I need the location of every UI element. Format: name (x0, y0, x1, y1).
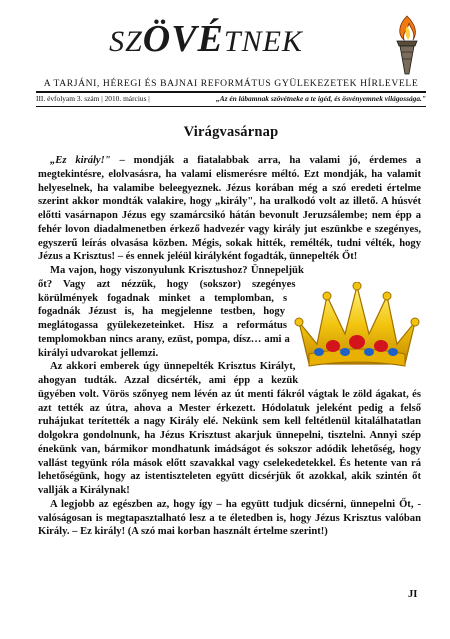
paragraph-4: A legjobb az egészben az, hogy így – ha együtt tudjuk dicsérni, ünnepelni Őt, - valóságosan is megtapasztalható lesz a te életedben is, hogy Jézus Krisztus valóban Király. – Ez király! (A szó mai korban használt értelme szerint!) (38, 498, 421, 538)
author-signature: JI (408, 589, 418, 600)
torch-icon (388, 14, 426, 76)
opening-quote: „Ez király!" (50, 155, 111, 166)
article-body (38, 154, 421, 539)
paragraph-2: Ma vajon, hogy viszonyulunk Krisztushoz? Ünnepeljük őt? Vagy azt nézzük, hogy (sokszor) szegényes körülmények fogadnak minket a templomban, s fogadnák Jézust is, ha megjelenne testben, hogy meglátogassa gyülekezeteinket. Hisz a református templomokban nincs arany, ezüst, pompa, dísz… ami a királyi udvarokat jellemzi. (38, 265, 304, 359)
header-rule-thin (36, 106, 426, 107)
logo-part-2: ÖVÉ (142, 18, 224, 60)
issue-number: III. évfolyam 3. szám | 2010. március | (36, 94, 150, 103)
masthead (36, 14, 426, 76)
paragraph-1-text: – mondják a fiatalabbak arra, ha valami jó, érdemes a megtekintésre, elolvasásra, ha valami elismerésre méltó. Ezt mondják, ha valamit helyeselnek, ha valamibe beleegyeznek. Jézus korában még a szó eredeti értelme szerint akkor mondták valakire, hogy „király", ha uralkodó volt az illető. A húsvét előtti vasárnapon Jézus egy szamárcsikó hátán bevonult Jeruzsálembe; nem épp a fehér lovon diadalmenetben érkező hadvezér vagy király jut eszünkbe e szegényes, egyszerű leírás olvasása közben. Mégis, sokak hitték, remélték, tudni vélték, hogy Jézus a Krisztus! – és ennek jeléül királyként fogadták, ünnepelték Őt! (38, 155, 422, 263)
logo-part-1: SZ (109, 25, 143, 58)
header-rule (36, 91, 426, 93)
issue-info-row (36, 94, 426, 105)
newsletter-tagline: A TARJÁNI, HÉREGI ÉS BAJNAI REFORMÁTUS GYÜLEKEZETEK HÍRLEVELE (43, 78, 419, 89)
paragraph-1 (38, 154, 421, 264)
article-title: Virágvasárnap (183, 124, 279, 140)
logo-part-3: TNEK (223, 25, 303, 58)
crown-icon (293, 282, 421, 374)
motto-quote: „Az én lábamnak szövétneke a te igéd, és ösvényemnek világossága." (216, 94, 426, 103)
newsletter-logo (36, 20, 376, 58)
paragraph-3: Az akkori emberek úgy ünnepelték Krisztus Királyt, ahogyan tudták. Azzal dicsérték, ami épp a kezük ügyében volt. Vörös szőnyeg nem lévén az út menti fákról vágtak le zöld ágakat, és azt tették az útra, ahova a Mester érkezett. Hódolatuk jeleként pedig a felső ruhájukat terítették a nagy Király elé. Nekünk sem kell feltétlenül kitalálhatatlan dolgokra gondolnunk, ha Jézus Krisztust akarjuk ünnepelni, tisztelni. Annyi szép énekünk van, bármikor mondhatunk imádságot és sokszor adódik lehetőség, hogy vallást tegyünk róla mások előtt szavakkal vagy cselekedetekkel. És hetente van rá lehetőségünk, hogy az istentiszteleten együtt dicsérjük őt azokkal, akik szintén őt vallják a Királynak! (38, 361, 421, 496)
